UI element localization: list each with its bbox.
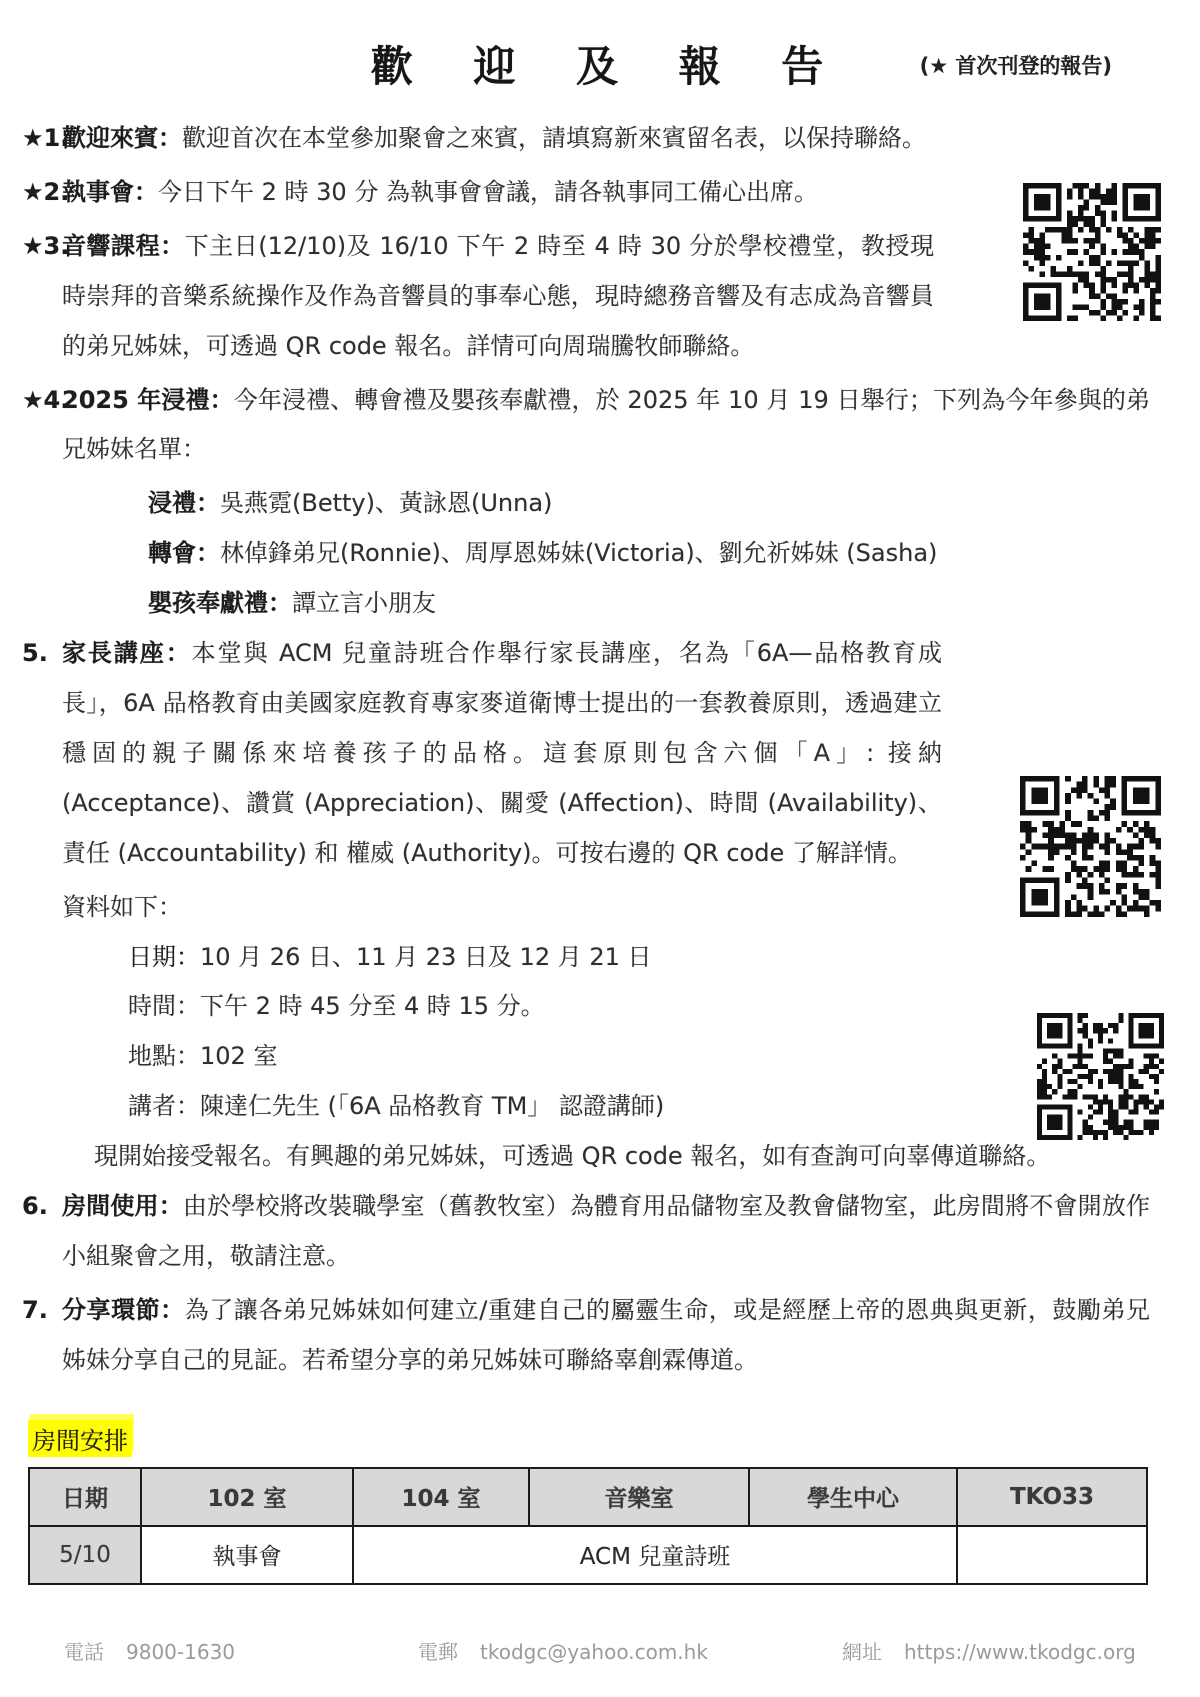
item-number: ★1. (22, 124, 70, 152)
room-schedule-caption: 房間安排 (28, 1420, 132, 1457)
web-value: https://www.tkodgc.org (904, 1640, 1136, 1664)
announcement-item-4 (22, 376, 1151, 476)
page-title: 歡 迎 及 報 告 (370, 42, 830, 91)
item-label: 家長講座： (62, 639, 192, 668)
item-label: 2025 年浸禮： (62, 385, 234, 414)
sub-label: 浸禮： (148, 489, 220, 518)
item-label: 分享環節： (62, 1295, 185, 1324)
col-header-room104: 104 室 (353, 1468, 529, 1526)
sub-text: 吳燕霓(Betty)、黃詠恩(Unna) (220, 489, 553, 518)
item-text: 本堂與 ACM 兒童詩班合作舉行家長講座，名為「6A—品格教育成長」，6A 品格教育由美國家庭教育專家麥道衛博士提出的一套教養原則，透過建立穩固的親子關係來培養孩子的品格。這套原則包含六個「A」: 接納 (Acceptance)、讚賞 (Appreciation)、關愛 (Affection)、時間 (Availability)、責任 (Accountability) 和 權威 (Authority)。可按右邊的 QR code 了解詳情。 (62, 639, 943, 867)
detail-label: 講者： (128, 1092, 200, 1121)
qr-code-registration (1037, 1013, 1164, 1140)
item-text: 由於學校將改裝職學室（舊教牧室）為體育用品儲物室及教會儲物室，此房間將不會開放作小組聚會之用，敬請注意。 (62, 1192, 1151, 1270)
sub-label: 轉會： (148, 539, 220, 568)
item-label: 歡迎來賓： (62, 124, 182, 152)
item-number: 7. (22, 1295, 48, 1324)
detail-label: 地點： (128, 1042, 200, 1071)
announcement-item-3 (22, 222, 935, 372)
transfer-list-item (28, 529, 1150, 579)
item-label: 音響課程： (62, 231, 185, 260)
web-label: 網址 (842, 1640, 882, 1664)
announcement-list (0, 114, 1200, 1386)
detail-time (28, 982, 1150, 1032)
announcement-item-6 (22, 1182, 1151, 1282)
registration-note-text: 現開始接受報名。有興趣的弟兄姊妹，可透過 QR code 報名，如有查詢可向辜傳道聯絡。 (94, 1142, 1051, 1171)
sub-text: 譚立言小朋友 (292, 589, 436, 618)
cell-merged-acm: ACM 兒童詩班 (353, 1526, 957, 1584)
col-header-date: 日期 (29, 1468, 141, 1526)
announcement-item-5 (22, 629, 943, 879)
item-number: 6. (22, 1192, 48, 1221)
footer-email (418, 1636, 708, 1665)
phone-value: 9800-1630 (126, 1640, 236, 1664)
email-value: tkodgc@yahoo.com.hk (480, 1640, 708, 1664)
item-number: ★3. (22, 231, 70, 260)
item-label: 執事會： (62, 177, 158, 206)
sub-text: 林倬鋒弟兄(Ronnie)、周厚恩姊妹(Victoria)、劉允祈姊妹 (Sasha) (220, 539, 938, 568)
footer-website (842, 1636, 1136, 1665)
announcement-item-1 (22, 114, 1150, 164)
item-text: 為了讓各弟兄姊妹如何建立/重建自己的屬靈生命，或是經歷上帝的恩典與更新，鼓勵弟兄姊妹分享自己的見証。若希望分享的弟兄姊妹可聯絡辜創霖傳道。 (62, 1295, 1150, 1374)
table-header-row (29, 1468, 1147, 1526)
detail-text: 陳達仁先生 (「6A 品格教育 TM」 認證講師) (200, 1092, 665, 1121)
footer-phone (64, 1636, 235, 1665)
col-header-tko33: TKO33 (957, 1468, 1147, 1526)
cell-date: 5/10 (29, 1526, 141, 1584)
infant-dedication-item (28, 579, 1150, 629)
detail-date (28, 933, 1150, 983)
sub-label: 嬰孩奉獻禮： (148, 589, 292, 618)
detail-text: 102 室 (200, 1042, 278, 1071)
phone-label: 電話 (64, 1640, 104, 1664)
registration-note (28, 1132, 1154, 1182)
col-header-music-room: 音樂室 (529, 1468, 749, 1526)
detail-label: 日期： (128, 942, 200, 971)
detail-label: 時間： (128, 992, 200, 1021)
item-text: 今年浸禮、轉會禮及嬰孩奉獻禮，於 2025 年 10 月 19 日舉行；下列為今年參與的弟兄姊妹名單： (62, 385, 1151, 464)
detail-speaker (28, 1082, 1150, 1132)
item-number: ★4. (22, 385, 70, 414)
col-header-student-centre: 學生中心 (749, 1468, 957, 1526)
announcement-item-2 (22, 168, 1150, 218)
item-label: 房間使用： (62, 1192, 183, 1221)
detail-text: 下午 2 時 45 分至 4 時 15 分。 (200, 992, 545, 1021)
first-publish-note: (★ 首次刊登的報告) (919, 54, 1112, 78)
cell-room102: 執事會 (141, 1526, 353, 1584)
detail-text: 10 月 26 日、11 月 23 日及 12 月 21 日 (200, 942, 652, 971)
email-label: 電郵 (418, 1640, 458, 1664)
item-text: 今日下午 2 時 30 分 為執事會會議，請各執事同工備心出席。 (158, 177, 818, 206)
info-intro-line (28, 883, 1150, 933)
info-intro-text: 資料如下： (62, 892, 182, 921)
table-row (29, 1526, 1147, 1584)
baptism-list-item (28, 479, 1150, 529)
title-row (0, 34, 1200, 90)
item-text: 下主日(12/10)及 16/10 下午 2 時至 4 時 30 分於學校禮堂，教授現時崇拜的音樂系統操作及作為音響員的事奉心態，現時總務音響及有志成為音響員的弟兄姊妹，可透過 QR code 報名。詳情可向周瑞騰牧師聯絡。 (62, 231, 935, 360)
col-header-room102: 102 室 (141, 1468, 353, 1526)
item-number: ★2. (22, 177, 70, 206)
announcement-item-7 (22, 1286, 1150, 1386)
item-text: 歡迎首次在本堂參加聚會之來賓，請填寫新來賓留名表，以保持聯絡。 (182, 124, 926, 152)
cell-tko33 (957, 1526, 1147, 1584)
item-number: 5. (22, 639, 48, 668)
room-schedule-table (28, 1467, 1148, 1585)
detail-venue (28, 1032, 1150, 1082)
